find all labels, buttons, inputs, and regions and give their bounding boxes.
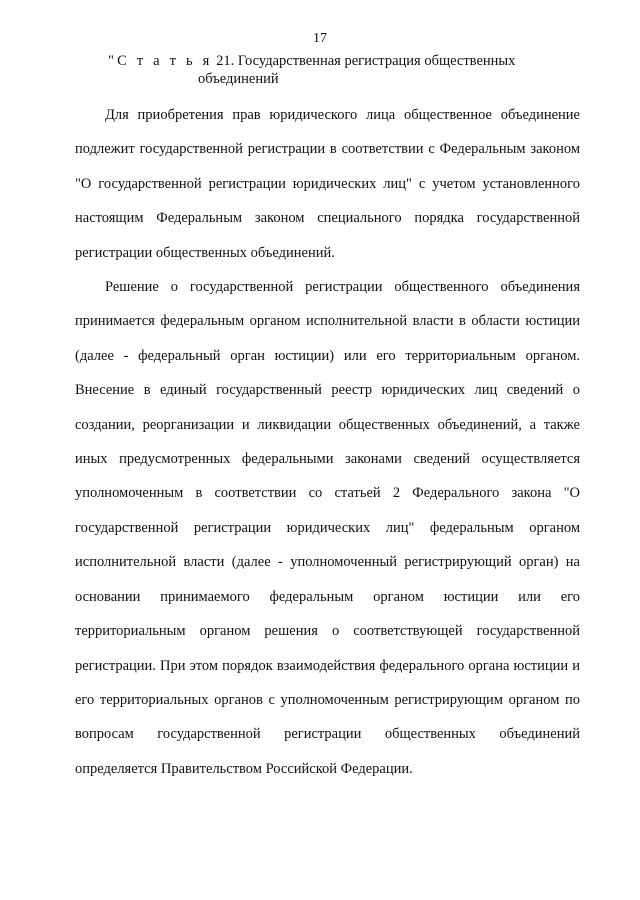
article-title: [108, 52, 528, 88]
article-title-line-2: объединений: [198, 71, 279, 87]
article-body: [75, 98, 580, 786]
page-number: 17: [313, 31, 327, 46]
paragraph-1: Для приобретения прав юридического лица общественное объединение подлежит государственной регистрации в соответствии с Федеральным законом "О государственной регистрации юридических лиц" с учетом установленного настоящим Федеральным законом специального порядка государственной регистрации общественных объединений.: [75, 107, 580, 261]
paragraph-2: Решение о государственной регистрации общественного объединения принимается федеральным органом исполнительной власти в области юстиции (далее - федеральный орган юстиции) или его территориальным органом. Внесение в единый государственный реестр юридических лиц сведений о создании, реорганизации и ликвидации общественных объединений, а также иных предусмотренных федеральными законами сведений осуществляется уполномоченным в соответствии со статьей 2 Федерального закона "О государственной регистрации юридических лиц" федеральным органом исполнительной власти (далее - уполномоченный регистрирующий орган) на основании принимаемого федеральным органом юстиции или его территориальным органом решения о соответствующей государственной регистрации. При этом порядок взаимодействия федерального органа юстиции и его территориальных органов с уполномоченным регистрирующим органом по вопросам государственной регистрации общественных объединений определяется Правительством Российской Федерации.: [75, 279, 580, 777]
article-label: "С т а т ь я: [108, 53, 213, 69]
article-heading-text: 21. Государственная регистрация общественных: [212, 53, 516, 69]
article-title-line-1: [108, 52, 528, 70]
